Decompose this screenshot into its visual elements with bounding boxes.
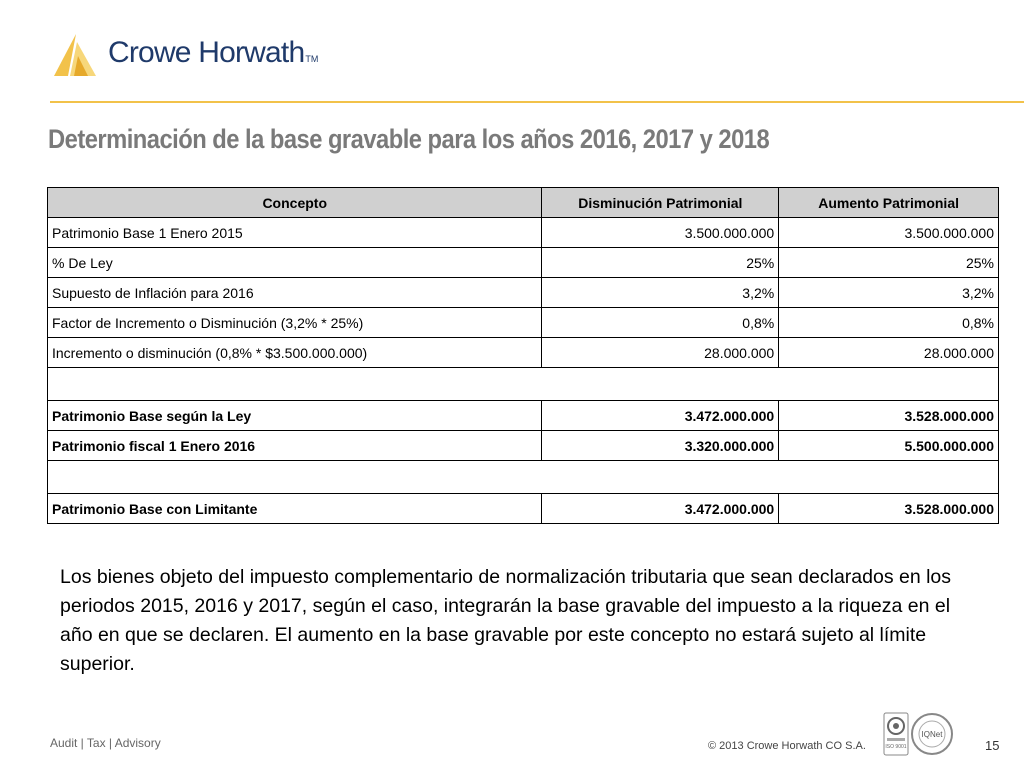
header-divider <box>50 101 1024 103</box>
iqnet-certification-seal-icon <box>910 712 954 756</box>
page-number: 15 <box>985 738 1000 753</box>
table-row <box>48 218 999 248</box>
header-concepto: Concepto <box>48 188 542 218</box>
row-disminucion-value: 3.320.000.000 <box>542 431 779 461</box>
explanatory-note: Los bienes objeto del impuesto complementario de normalización tributaria que sean declarados en los periodos 2015, 2016 y 2017, según el caso, integrarán la base gravable del impuesto a la riqueza en el año en que se declaren. El aumento en la base gravable por este concepto no estará sujeto al límite superior. <box>60 566 952 675</box>
row-disminucion-value: 3,2% <box>542 278 779 308</box>
row-disminucion-value: 28.000.000 <box>542 338 779 368</box>
table-row <box>48 308 999 338</box>
logo-name: Crowe Horwath <box>108 36 305 69</box>
row-aumento-value: 3.528.000.000 <box>779 401 999 431</box>
row-aumento-value: 5.500.000.000 <box>779 431 999 461</box>
iqnet-seal-label: IQNet <box>921 730 943 739</box>
table-row <box>48 401 999 431</box>
row-concept: Patrimonio Base 1 Enero 2015 <box>48 218 542 248</box>
crowe-logo-mark-icon <box>50 32 102 78</box>
row-aumento-value: 3.528.000.000 <box>779 494 999 524</box>
row-aumento-value: 25% <box>779 248 999 278</box>
row-concept: % De Ley <box>48 248 542 278</box>
table-spacer-row <box>48 461 999 494</box>
table-header-row <box>48 188 999 218</box>
tax-base-table <box>47 187 999 524</box>
table-row <box>48 431 999 461</box>
table-row <box>48 278 999 308</box>
row-concept: Factor de Incremento o Disminución (3,2% * 25%) <box>48 308 542 338</box>
row-aumento-value: 0,8% <box>779 308 999 338</box>
header-aumento: Aumento Patrimonial <box>779 188 999 218</box>
logo-wordmark <box>108 36 318 70</box>
row-concept: Supuesto de Inflación para 2016 <box>48 278 542 308</box>
table-row <box>48 248 999 278</box>
spacer-cell <box>48 368 999 401</box>
logo-trademark: TM <box>305 54 319 64</box>
row-concept: Patrimonio Base con Limitante <box>48 494 542 524</box>
row-disminucion-value: 25% <box>542 248 779 278</box>
crowe-horwath-logo <box>50 32 330 80</box>
iso-seal-label: ISO 9001 <box>885 744 907 750</box>
row-concept: Patrimonio Base según la Ley <box>48 401 542 431</box>
row-disminucion-value: 3.500.000.000 <box>542 218 779 248</box>
table-spacer-row <box>48 368 999 401</box>
row-aumento-value: 3,2% <box>779 278 999 308</box>
header-disminucion: Disminución Patrimonial <box>542 188 779 218</box>
iso-certification-seal-icon <box>883 712 909 756</box>
row-disminucion-value: 0,8% <box>542 308 779 338</box>
spacer-cell <box>48 461 999 494</box>
row-disminucion-value: 3.472.000.000 <box>542 494 779 524</box>
row-disminucion-value: 3.472.000.000 <box>542 401 779 431</box>
slide-title: Determinación de la base gravable para los años 2016, 2017 y 2018 <box>48 124 770 154</box>
row-concept: Patrimonio fiscal 1 Enero 2016 <box>48 431 542 461</box>
row-aumento-value: 28.000.000 <box>779 338 999 368</box>
row-aumento-value: 3.500.000.000 <box>779 218 999 248</box>
footer-services: Audit | Tax | Advisory <box>50 736 161 750</box>
row-concept: Incremento o disminución (0,8% * $3.500.000.000) <box>48 338 542 368</box>
table-row <box>48 338 999 368</box>
footer-copyright: © 2013 Crowe Horwath CO S.A. <box>708 740 866 752</box>
table-row <box>48 494 999 524</box>
